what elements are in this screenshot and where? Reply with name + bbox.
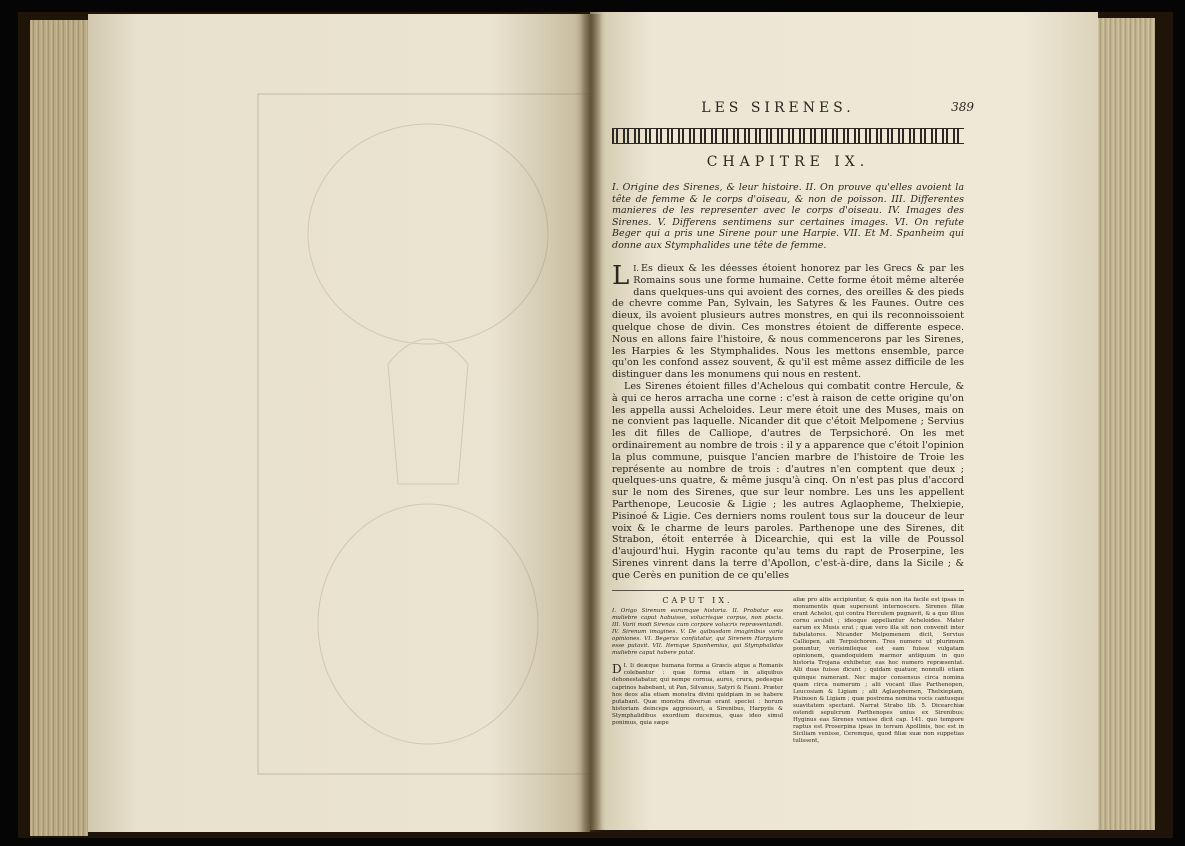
chapter-title: CHAPITRE IX. <box>706 154 870 170</box>
left-page <box>88 14 590 832</box>
separator-rule <box>612 590 964 591</box>
page-number: 389 <box>951 100 974 114</box>
chapter-summary: I. Origine des Sirenes, & leur histoire. II. On prouve qu'elles avoient la tête de femme & le corps d'oiseau, & non de poisson. III. Differentes manieres de les representer avec le corps d'oiseau. IV. Images des Sirenes. V. Differens sentimens sur certaines images. VI. On refute Beger qui a pris une Sirene pour une Harpie. VII. Et M. Spanheim qui donne aux Stymphalides une tête de femme. <box>612 182 964 251</box>
right-page-content <box>612 100 974 745</box>
running-head: LES SIRENES. <box>701 100 855 116</box>
drop-cap: L <box>612 261 630 291</box>
latin-column-2 <box>793 597 964 746</box>
section-number: I. <box>633 264 639 273</box>
latin-summary: I. Origo Sirenum earumque historia. II. Probatur eas muliebre caput habuisse, volucrisque corpus, non piscis. III. Varii modi Sirenas cum corpore volucris repræsentandi. IV. Sirenum imagines. V. De quibusdam imaginibus varia opiniones. VI. Begerus confutatur, qui Sirenem Harpyiam esse putavit. VII. Itemque Spanhemius, qui Stymphalidas muliebre caput habere putat. <box>612 607 783 657</box>
paragraph-1 <box>612 263 964 381</box>
latin-paragraph-1 <box>612 663 783 727</box>
latin-chapter-title: CAPUT IX. <box>662 595 733 605</box>
latin-text <box>612 597 964 746</box>
paragraph-2: Les Sirenes étoient filles d'Achelous qui combatit contre Hercule, & à qui ce heros arracha une corne : c'est à raison de cette origine qu'on les appella aussi Acheloides. Leur mere étoit une des Muses, mais on ne convient pas laquelle. Nicander dit que c'étoit Melpomene ; Servius les dit filles de Calliope, d'autres de Terpsichoré. On les met ordinairement au nombre de trois : il y a apparence que c'étoit l'opinion la plus commune, puisque l'ancien marbre de l'histoire de Troie les représente au nombre de trois : d'autres n'en comptent que deux ; quelques-uns quatre, & même jusqu'à cinq. On n'est pas plus d'accord sur le nom des Sirenes, que sur leur nombre. Les uns les appellent Parthenope, Leucosie & Ligie ; les autres Aglaopheme, Thelxiepie, Pisinoé & Ligie. Ces derniers noms roulent tous sur la douceur de leur voix & le charme de leurs paroles. Parthenope une des Sirenes, dit Strabon, étoit enterrée à Dicearchie, qui est la ville de Poussol d'aujourd'hui. Hygin raconte qu'au tems du rapt de Proserpine, les Sirenes vinrent dans la terre d'Apollon, c'est-à-dire, dans la Sicile ; & que Cerès en punition de ce qu'elles <box>612 380 964 581</box>
decorative-border <box>612 128 964 144</box>
paragraph-1-text: Es dieux & les déesses étoient honorez par les Grecs & par les Romains sous une forme humaine. Cette forme étoit même alterée dans quelques-uns qui avoient des cornes, des oreilles & des pieds de chevre comme Pan, Sylvain, les Satyres & les Faunes. Outre ces dieux, ils avoient plusieurs autres monstres, en qui ils reconnoissoient quelque chose de divin. Ces monstres étoient de differente espece. Nous en allons faire l'histoire, & nous commencerons par les Sirenes, les Harpies & les Stymphalides. Nous les mettons ensemble, parce qu'on les confond assez souvent, & qu'il est même assez difficile de les distinguer dans les monumens qui nous en restent. <box>612 263 964 381</box>
book-gutter <box>580 14 602 832</box>
latin-section-number: I. <box>623 663 628 670</box>
latin-col2-text: aliæ pro aliis accipiuntur, & quia non ita facile est ipsas in monumentis quæ supersunt internoscere. Sirenes filiæ erant Acheloi, qui contra Herculem pugnavit, & a quo illius cornu avulsit ; ideoque appellantur Acheloides. Mater earum ex Musis erat ; quæ vero illa sit non convenit inter fabulatores. Nicander Melpomenem dicit, Servius Calliopen, alii Terpsichoren. Tres numero ut plurimum ponuntur, verisimileque est eam fuisse vulgatam opinionem, quandoquidem marmor antiquum in quo historia Trojana exhibetur, eas hoc numero repræsentat. Alii duas fuisse dicunt ; quidam quatuor, nonnulli etiam quinque numerant. Nec major consensus circa nomina quam circa numerum ; alii vocant illas Parthenopen, Leucosiam & Ligiam ; alii Aglaophemen, Thelxiepiam, Pisinoen & Ligiam ; quæ postrema nomina vocis cantusque suavitatem spectant. Narrat Strabo lib. 5. Dicearchiæ ostendi sepulcrum Parthenopes unius ex Sirenibus; Hyginus eas Sirenes venisse dicit cap. 141. quo tempore raptus est Proserpina ipsas in terram Apollinis, hoc est in Siciliam venisse, Ceremque, quod filiæ suæ non suppetias tulissent, <box>793 596 964 745</box>
left-page-edges <box>30 20 88 836</box>
latin-col1-text: Ii deæque humana forma a Græcis atque a Romanis colebantur : quæ forma etiam in aliquibus dehonestabatur, qui nempe cornua, aures, crura, pedesque caprinos habebant, ut Pan, Silvanus, Satyri & Fauni. Præter hos deos alia etiam monstra divini quidpiam in se habere putabant. Quæ monstra diversæ erant speciei : horum historiam deinceps aggressuri, a Sirenibus, Harpyiis & Stymphalidibus exordium ducemus, quas ideo simul ponimus, quia sæpe <box>612 663 783 727</box>
latin-column-1 <box>612 597 783 746</box>
latin-drop-cap: D <box>612 662 622 677</box>
right-page-edges <box>1097 18 1155 830</box>
bleed-through-engraving <box>238 64 618 804</box>
french-text <box>612 263 964 582</box>
page-header <box>612 100 974 122</box>
